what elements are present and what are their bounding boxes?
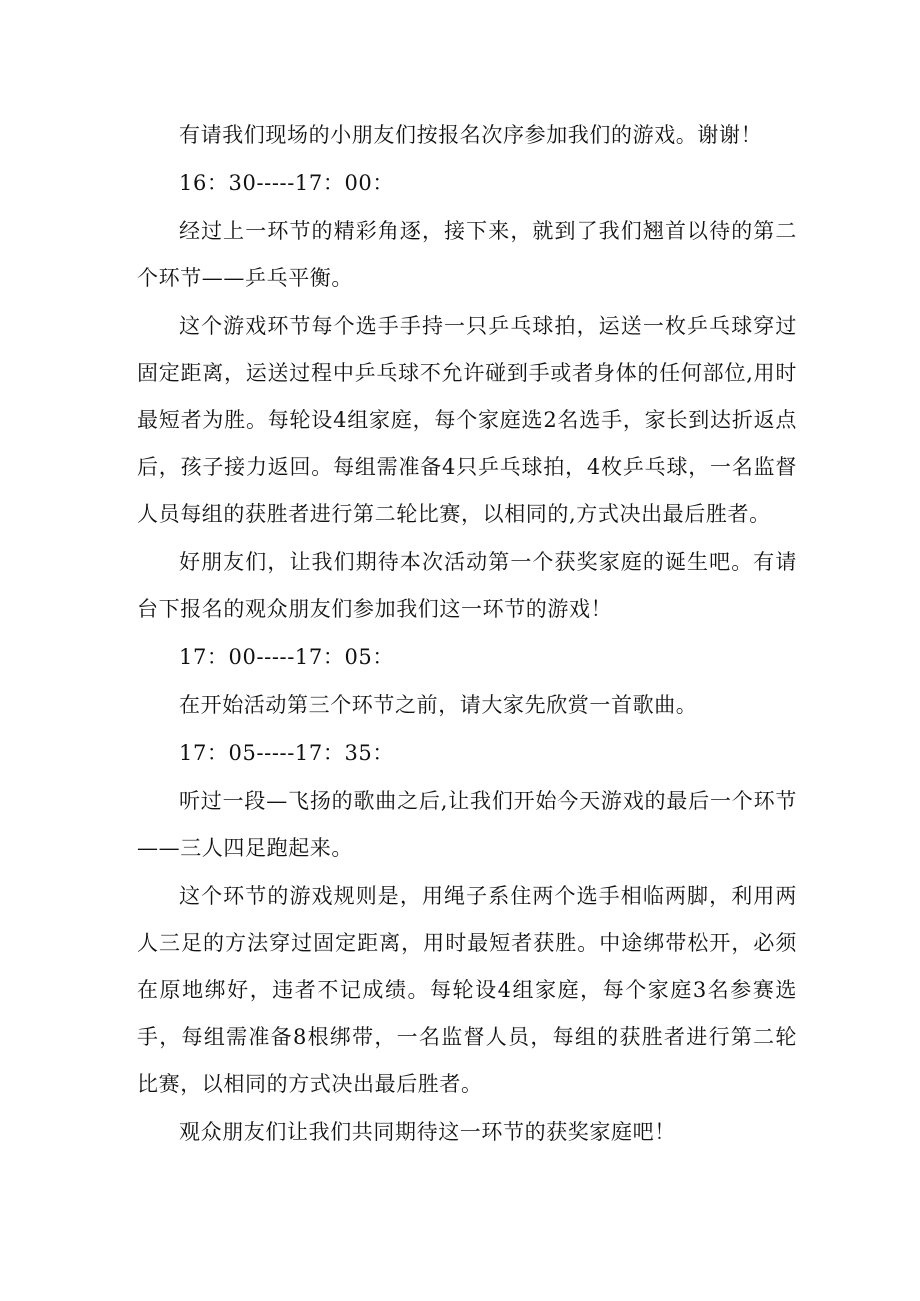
paragraph-invite-children: 有请我们现场的小朋友们按报名次序参加我们的游戏。谢谢！ — [179, 123, 763, 147]
document-body — [137, 112, 797, 1157]
paragraph-first-winner: 好朋友们，让我们期待本次活动第一个获奖家庭的诞生吧。有请台下报名的观众朋友们参加我们这一环节的游戏！ — [137, 550, 797, 621]
paragraph-final-segment-intro: 听过一段—飞扬的歌曲之后,让我们开始今天游戏的最后一个环节——三人四足跑起来。 — [137, 789, 797, 860]
paragraph-closing: 观众朋友们让我们共同期待这一环节的获奖家庭吧！ — [179, 1120, 676, 1144]
paragraph-pingpong-rules: 这个游戏环节每个选手手持一只乒乓球拍，运送一枚乒乓球穿过固定距离，运送过程中乒乓球不允许碰到手或者身体的任何部位,用时最短者为胜。每轮设4组家庭，每个家庭选2名选手，家长到达折返点后，孩子接力返回。每组需准备4只乒乓球拍，4枚乒乓球，一名监督人员每组的获胜者进行第二轮比赛，以相同的,方式决出最后胜者。 — [137, 314, 797, 526]
paragraph-time-1630-1700: 16：30-----17：00： — [179, 171, 394, 195]
paragraph-song-interlude: 在开始活动第三个环节之前，请大家先欣赏一首歌曲。 — [179, 693, 698, 717]
paragraph-second-segment-intro: 经过上一环节的精彩角逐，接下来，就到了我们翘首以待的第二个环节——乒乓平衡。 — [137, 219, 797, 290]
paragraph-three-legged-rules: 这个环节的游戏规则是，用绳子系住两个选手相临两脚，利用两人三足的方法穿过固定距离，用时最短者获胜。中途绑带松开，必须在原地绑好，违者不记成绩。每轮设4组家庭，每个家庭3名参赛选手，每组需准备8根绑带，一名监督人员，每组的获胜者进行第二轮比赛，以相同的方式决出最后胜者。 — [137, 884, 797, 1096]
paragraph-time-1700-1705: 17：00-----17：05： — [179, 645, 394, 669]
paragraph-time-1705-1735: 17：05-----17：35： — [179, 741, 394, 765]
